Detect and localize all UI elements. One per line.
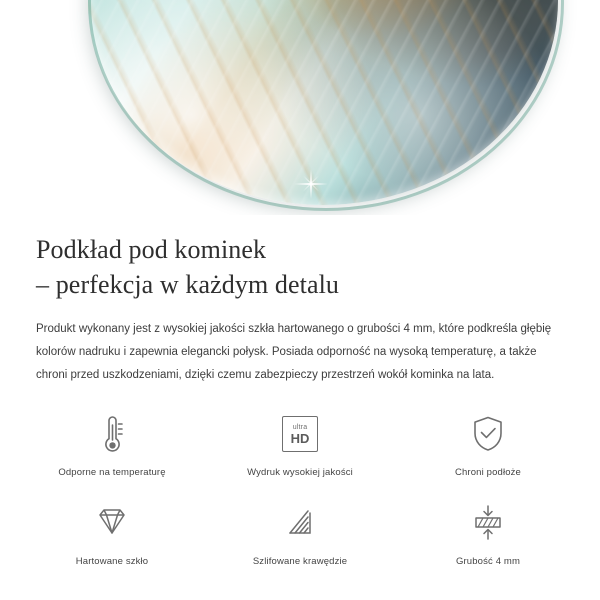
page-title — [36, 233, 566, 302]
feature-item-print-quality — [206, 411, 394, 478]
hero-image-section — [0, 0, 600, 215]
description-paragraph: Produkt wykonany jest z wysokiej jakości szkła hartowanego o grubości 4 mm, które podkreśla głębię kolorów nadruku i zapewnia elegancki połysk. Posiada odporność na wysoką temperaturę, a także chroni przed uszkodzeniami, dzięki czemu zabezpieczy przestrzeń wokół kominka na lata. — [36, 323, 552, 382]
feature-item-surface-protection — [394, 411, 582, 478]
feature-label: Hartowane szkło — [75, 556, 149, 568]
page-title-line-2: – perfekcja w każdym detalu — [36, 269, 340, 299]
thermometer-icon — [92, 411, 132, 457]
page-title-line-1: Podkład pod kominek — [36, 235, 267, 264]
feature-label: Wydruk wysokiej jakości — [247, 467, 353, 479]
diamond-icon — [90, 500, 134, 546]
feature-item-thickness — [394, 500, 582, 567]
polished-edges-icon — [278, 500, 322, 546]
ultra-hd-icon — [282, 411, 318, 457]
fireplace-glass-board-image — [88, 0, 558, 205]
feature-label: Grubość 4 mm — [455, 556, 521, 568]
feature-label: Odporne na temperaturę — [58, 467, 166, 479]
feature-label: Chroni podłoże — [454, 467, 521, 479]
feature-item-temperature — [18, 411, 206, 478]
feature-grid — [0, 411, 600, 567]
text-content — [0, 215, 600, 387]
shield-check-icon — [468, 411, 508, 457]
feature-item-polished-edges — [206, 500, 394, 567]
thickness-arrows-icon — [466, 500, 510, 546]
feature-label: Szlifowane krawędzie — [252, 556, 348, 568]
ultra-hd-badge-bottom: HD — [290, 430, 310, 446]
ultra-hd-badge-top: ultra — [292, 423, 308, 431]
feature-item-tempered-glass — [18, 500, 206, 567]
